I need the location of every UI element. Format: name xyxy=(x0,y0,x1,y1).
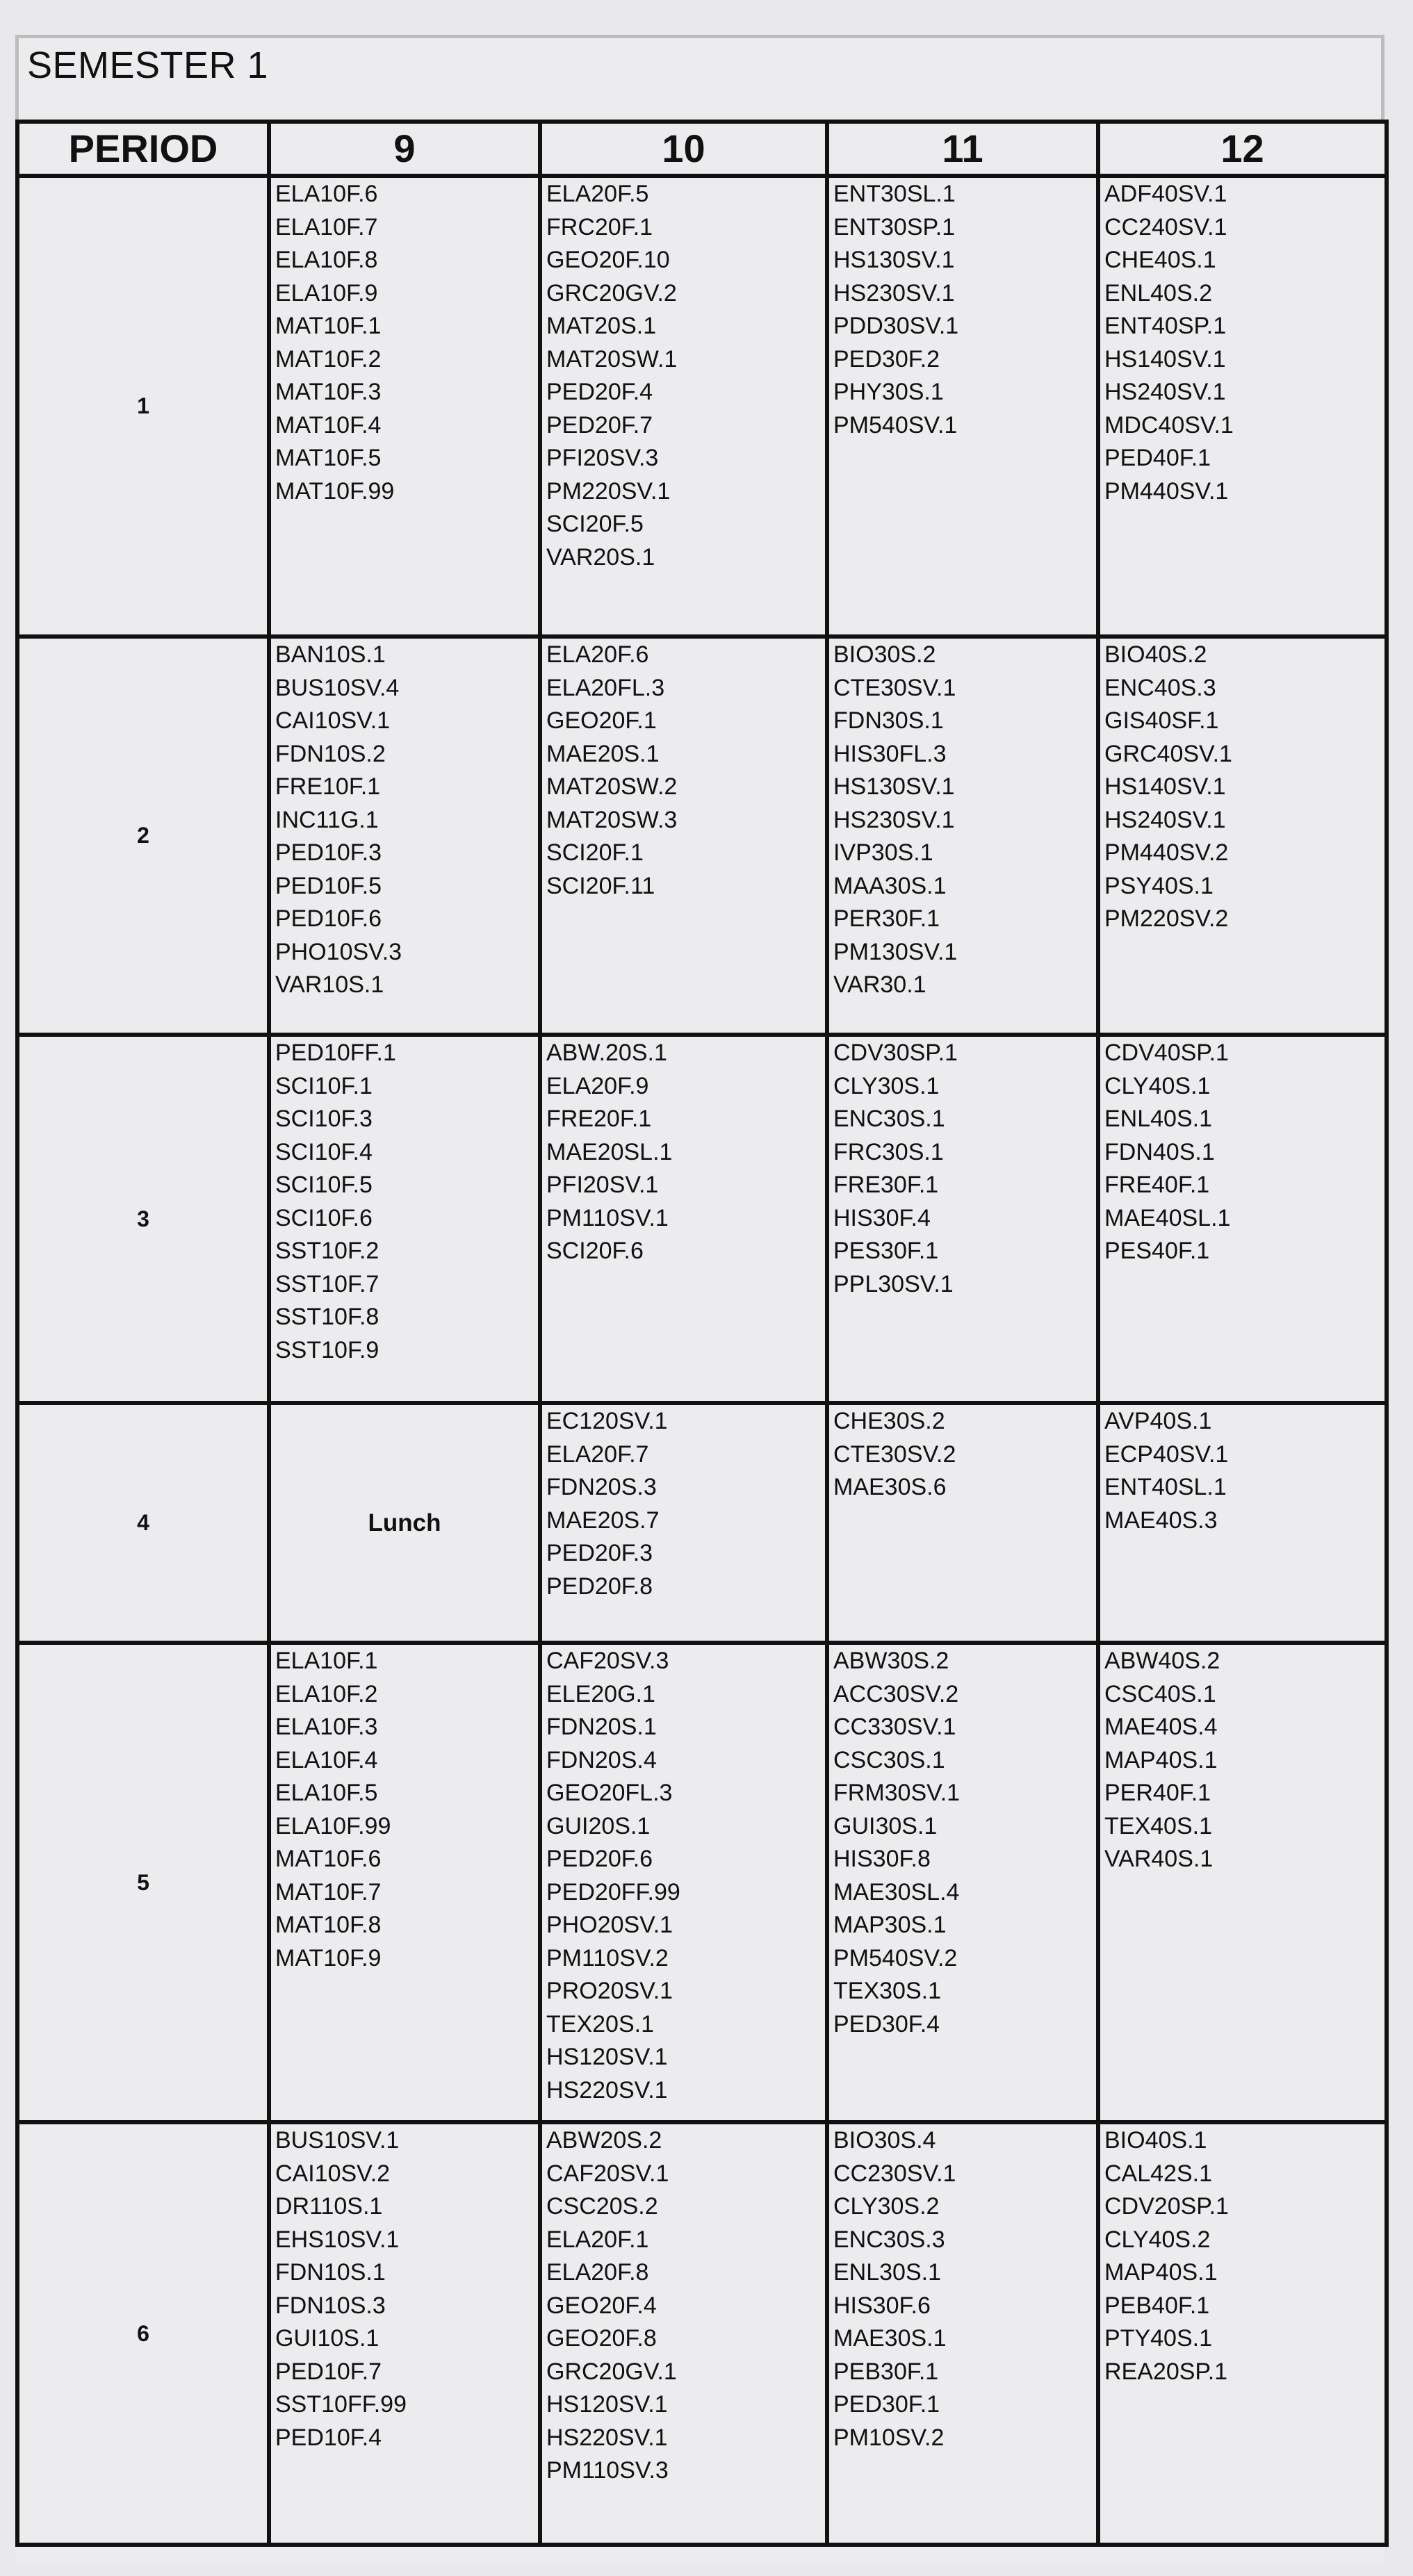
course-code: ELA10F.5 xyxy=(275,1780,378,1806)
course-code: HIS30F.8 xyxy=(833,1846,931,1872)
course-code: SST10FF.99 xyxy=(275,2391,407,2418)
course-code: PED20F.7 xyxy=(546,411,653,438)
course-list xyxy=(542,1405,825,1603)
course-code: MAT10F.5 xyxy=(275,445,382,471)
period-number: 4 xyxy=(17,1403,269,1643)
course-code: MAT10F.3 xyxy=(275,379,382,405)
course-code: MAP30S.1 xyxy=(833,1912,947,1938)
course-code: FRC30S.1 xyxy=(833,1138,944,1165)
course-code: PEB30F.1 xyxy=(833,2358,939,2385)
course-code: ELA20F.1 xyxy=(546,2226,649,2253)
course-code: ELE20G.1 xyxy=(546,1680,655,1707)
course-code: SCI10F.5 xyxy=(275,1172,373,1198)
course-list xyxy=(1100,1037,1385,1268)
course-code: MAE20SL.1 xyxy=(546,1138,673,1165)
course-list xyxy=(829,1037,1096,1301)
course-code: PM110SV.3 xyxy=(546,2457,669,2484)
course-code: SCI20F.11 xyxy=(546,872,655,899)
course-code: PER30F.1 xyxy=(833,905,940,932)
course-code: ABW.20S.1 xyxy=(546,1040,667,1066)
course-code: CDV20SP.1 xyxy=(1104,2193,1229,2220)
course-code: PDD30SV.1 xyxy=(833,313,959,339)
course-code: ABW40S.2 xyxy=(1104,1648,1220,1674)
course-code: PM220SV.2 xyxy=(1104,905,1229,932)
course-code: ECP40SV.1 xyxy=(1104,1441,1229,1468)
course-code: CSC40S.1 xyxy=(1104,1680,1216,1707)
period-number: 3 xyxy=(17,1035,269,1403)
course-code: CAI10SV.2 xyxy=(275,2160,391,2187)
period-row-5 xyxy=(17,1643,1387,2122)
course-code: MAT20SW.3 xyxy=(546,806,678,833)
course-code: BAN10S.1 xyxy=(275,641,386,668)
course-code: MAE40SL.1 xyxy=(1104,1204,1231,1231)
period-row-4 xyxy=(17,1403,1387,1643)
course-code: HS140SV.1 xyxy=(1104,345,1226,372)
cell-grade-12 xyxy=(1098,2122,1387,2545)
header-grade-11: 11 xyxy=(827,122,1098,176)
cell-grade-12 xyxy=(1098,176,1387,637)
course-code: ENT40SL.1 xyxy=(1104,1474,1227,1500)
course-code: GEO20F.4 xyxy=(546,2292,657,2319)
course-code: SCI10F.4 xyxy=(275,1138,373,1165)
header-row xyxy=(17,122,1387,176)
course-code: ELA10F.4 xyxy=(275,1746,378,1773)
course-code: FDN20S.4 xyxy=(546,1746,657,1773)
course-code: HS220SV.1 xyxy=(546,2424,668,2451)
course-code: FDN20S.3 xyxy=(546,1474,657,1500)
course-code: PEB40F.1 xyxy=(1104,2292,1210,2319)
course-code: VAR30.1 xyxy=(833,971,926,998)
course-code: BIO30S.4 xyxy=(833,2127,936,2153)
course-code: CAI10SV.1 xyxy=(275,707,391,734)
course-code: MAP40S.1 xyxy=(1104,2259,1218,2286)
period-number: 6 xyxy=(17,2122,269,2545)
course-code: SCI10F.3 xyxy=(275,1106,373,1132)
course-code: PM540SV.1 xyxy=(833,411,958,438)
course-code: CC240SV.1 xyxy=(1104,213,1227,240)
course-code: MAT10F.7 xyxy=(275,1878,382,1905)
course-code: MAE30S.1 xyxy=(833,2325,947,2352)
course-code: ELA20F.7 xyxy=(546,1441,649,1468)
course-code: CTE30SV.2 xyxy=(833,1441,956,1468)
course-code: MDC40SV.1 xyxy=(1104,411,1234,438)
course-code: FRE40F.1 xyxy=(1104,1172,1210,1198)
course-code: ENC30S.1 xyxy=(833,1106,945,1132)
course-code: CC230SV.1 xyxy=(833,2160,956,2187)
course-code: ELA10F.6 xyxy=(275,181,378,207)
cell-grade-9 xyxy=(269,1035,540,1403)
course-code: HIS30FL.3 xyxy=(833,740,947,767)
course-code: FDN10S.1 xyxy=(275,2259,386,2286)
course-code: CAL42S.1 xyxy=(1104,2160,1212,2187)
course-list xyxy=(829,1405,1096,1504)
course-list xyxy=(829,178,1096,442)
course-code: ABW20S.2 xyxy=(546,2127,662,2153)
period-row-6 xyxy=(17,2122,1387,2545)
course-code: ELA20FL.3 xyxy=(546,674,665,701)
cell-grade-9 xyxy=(269,176,540,637)
course-code: GEO20F.10 xyxy=(546,247,670,273)
course-code: FRE10F.1 xyxy=(275,773,381,800)
course-code: HS240SV.1 xyxy=(1104,806,1226,833)
course-code: PED10F.7 xyxy=(275,2358,382,2385)
course-code: PED40F.1 xyxy=(1104,445,1211,471)
course-code: MAA30S.1 xyxy=(833,872,947,899)
course-code: PM220SV.1 xyxy=(546,477,671,504)
course-code: ELA10F.1 xyxy=(275,1648,378,1674)
course-code: VAR20S.1 xyxy=(546,543,655,571)
course-list xyxy=(1100,1645,1385,1876)
course-list xyxy=(1100,2124,1385,2388)
course-code: CAF20SV.1 xyxy=(546,2160,669,2187)
course-code: FDN10S.2 xyxy=(275,740,386,767)
course-code: ACC30SV.2 xyxy=(833,1680,959,1707)
course-code: ENC30S.3 xyxy=(833,2226,945,2253)
course-code: ELA10F.99 xyxy=(275,1812,391,1839)
course-code: SCI10F.6 xyxy=(275,1204,373,1231)
course-code: PM110SV.2 xyxy=(546,1944,669,1971)
course-code: PHY30S.1 xyxy=(833,379,944,405)
course-list xyxy=(542,2124,825,2488)
course-list xyxy=(829,639,1096,1002)
course-code: ELA10F.2 xyxy=(275,1680,378,1707)
cell-grade-10 xyxy=(540,2122,827,2545)
course-code: ENC40S.3 xyxy=(1104,674,1216,701)
course-code: CLY30S.1 xyxy=(833,1072,940,1099)
course-code: ENT40SP.1 xyxy=(1104,313,1227,339)
course-code: PED20F.3 xyxy=(546,1540,653,1566)
course-code: PED20F.4 xyxy=(546,379,653,405)
course-code: MAT20S.1 xyxy=(546,313,657,339)
course-grid xyxy=(15,120,1389,2547)
course-code: BIO30S.2 xyxy=(833,641,936,668)
cell-grade-11 xyxy=(827,637,1098,1035)
course-code: PED10F.5 xyxy=(275,872,382,899)
course-list xyxy=(829,1645,1096,2041)
cell-grade-11 xyxy=(827,1403,1098,1643)
course-code: EHS10SV.1 xyxy=(275,2226,400,2253)
course-code: HS130SV.1 xyxy=(833,247,955,273)
course-code: ELA10F.8 xyxy=(275,247,378,273)
course-list xyxy=(271,178,538,508)
cell-grade-12 xyxy=(1098,1403,1387,1643)
course-code: ELA20F.6 xyxy=(546,641,649,668)
course-code: MAT10F.4 xyxy=(275,411,382,438)
course-code: PRO20SV.1 xyxy=(546,1978,673,2004)
cell-grade-10 xyxy=(540,637,827,1035)
course-code: HS230SV.1 xyxy=(833,279,955,306)
course-code: SST10F.2 xyxy=(275,1238,379,1264)
course-code: PED30F.2 xyxy=(833,345,940,372)
course-code: PPL30SV.1 xyxy=(833,1270,954,1297)
course-code: MAP40S.1 xyxy=(1104,1746,1218,1773)
course-code: VAR10S.1 xyxy=(275,971,384,998)
course-code: ENL40S.2 xyxy=(1104,279,1212,306)
course-code: FDN10S.3 xyxy=(275,2292,386,2319)
course-code: MAT10F.9 xyxy=(275,1944,382,1971)
course-list xyxy=(271,1645,538,1975)
course-code: PFI20SV.1 xyxy=(546,1172,659,1198)
cell-grade-9 xyxy=(269,2122,540,2545)
course-code: PES40F.1 xyxy=(1104,1238,1210,1264)
course-code: PTY40S.1 xyxy=(1104,2325,1212,2352)
course-code: VAR40S.1 xyxy=(1104,1846,1214,1872)
course-code: AVP40S.1 xyxy=(1104,1408,1212,1434)
course-list xyxy=(271,639,538,1002)
course-code: PM440SV.2 xyxy=(1104,839,1229,866)
course-code: MAT20SW.1 xyxy=(546,345,678,372)
course-code: FRE30F.1 xyxy=(833,1172,939,1198)
course-code: SST10F.8 xyxy=(275,1304,379,1330)
course-list xyxy=(271,1037,538,1367)
course-code: CSC20S.2 xyxy=(546,2193,658,2220)
course-code: MAT10F.6 xyxy=(275,1846,382,1872)
course-code: PM110SV.1 xyxy=(546,1204,669,1231)
course-code: SCI10F.1 xyxy=(275,1072,373,1099)
cell-grade-9 xyxy=(269,1643,540,2122)
period-row-2 xyxy=(17,637,1387,1035)
course-code: GUI30S.1 xyxy=(833,1812,938,1839)
course-code: PED20F.8 xyxy=(546,1573,653,1600)
course-list xyxy=(1100,1405,1385,1537)
course-code: HS230SV.1 xyxy=(833,806,955,833)
course-code: PER40F.1 xyxy=(1104,1780,1211,1806)
course-list xyxy=(1100,639,1385,936)
course-code: SST10F.7 xyxy=(275,1270,379,1297)
course-code: PSY40S.1 xyxy=(1104,872,1214,899)
course-code: MAE20S.7 xyxy=(546,1507,660,1534)
course-code: PED30F.1 xyxy=(833,2391,940,2418)
course-code: CC330SV.1 xyxy=(833,1714,956,1740)
course-code: ENL30S.1 xyxy=(833,2259,941,2286)
course-code: ENT30SL.1 xyxy=(833,181,956,207)
course-code: IVP30S.1 xyxy=(833,839,933,866)
course-list xyxy=(542,1645,825,2107)
cell-grade-12 xyxy=(1098,637,1387,1035)
cell-grade-11 xyxy=(827,2122,1098,2545)
course-code: SCI20F.5 xyxy=(546,511,644,537)
course-code: CSC30S.1 xyxy=(833,1746,945,1773)
course-code: PHO20SV.1 xyxy=(546,1912,673,1938)
course-code: ELA10F.7 xyxy=(275,213,378,240)
course-code: GRC20GV.1 xyxy=(546,2358,677,2385)
course-code: HS130SV.1 xyxy=(833,773,955,800)
course-code: SCI20F.1 xyxy=(546,839,644,866)
course-code: CLY30S.2 xyxy=(833,2193,940,2220)
course-list xyxy=(542,639,825,903)
course-list xyxy=(829,2124,1096,2454)
course-code: ENT30SP.1 xyxy=(833,213,956,240)
course-code: GRC20GV.2 xyxy=(546,279,677,306)
course-code: GEO20F.1 xyxy=(546,707,657,734)
course-code: FDN20S.1 xyxy=(546,1714,657,1740)
course-code: PM440SV.1 xyxy=(1104,477,1229,504)
course-code: MAE40S.4 xyxy=(1104,1714,1218,1740)
course-code: PM540SV.2 xyxy=(833,1944,958,1971)
course-code: ELA10F.3 xyxy=(275,1714,378,1740)
cell-grade-12 xyxy=(1098,1643,1387,2122)
header-period: PERIOD xyxy=(17,122,269,176)
schedule-sheet xyxy=(15,35,1385,2564)
course-code: GIS40SF.1 xyxy=(1104,707,1219,734)
cell-grade-9 xyxy=(269,637,540,1035)
course-code: ELA10F.9 xyxy=(275,279,378,306)
course-code: PED20FF.99 xyxy=(546,1878,680,1905)
course-code: MAT10F.8 xyxy=(275,1912,382,1938)
course-code: PHO10SV.3 xyxy=(275,938,402,965)
course-code: HIS30F.6 xyxy=(833,2292,931,2319)
course-code: HS240SV.1 xyxy=(1104,379,1226,405)
course-code: MAT10F.99 xyxy=(275,477,395,504)
course-code: MAE40S.3 xyxy=(1104,1507,1218,1534)
course-code: GUI10S.1 xyxy=(275,2325,379,2352)
course-code: BIO40S.2 xyxy=(1104,641,1207,668)
course-code: BUS10SV.4 xyxy=(275,674,400,701)
course-code: ELA20F.5 xyxy=(546,181,649,207)
course-code: PFI20SV.3 xyxy=(546,445,659,471)
course-code: GEO20FL.3 xyxy=(546,1780,673,1806)
cell-grade-11 xyxy=(827,176,1098,637)
course-code: CLY40S.2 xyxy=(1104,2226,1211,2253)
course-code: GRC40SV.1 xyxy=(1104,740,1232,767)
course-code: PED10F.3 xyxy=(275,839,382,866)
course-code: CAF20SV.3 xyxy=(546,1648,669,1674)
course-code: GUI20S.1 xyxy=(546,1812,651,1839)
period-row-1 xyxy=(17,176,1387,637)
course-list xyxy=(271,2124,538,2454)
course-code: ELA20F.9 xyxy=(546,1072,649,1099)
course-code: FRE20F.1 xyxy=(546,1106,652,1132)
cell-grade-11 xyxy=(827,1643,1098,2122)
course-code: CLY40S.1 xyxy=(1104,1072,1211,1099)
course-code: PED20F.6 xyxy=(546,1846,653,1872)
course-code: HS140SV.1 xyxy=(1104,773,1226,800)
period-number: 2 xyxy=(17,637,269,1035)
course-code: ADF40SV.1 xyxy=(1104,181,1227,207)
course-code: PED10F.6 xyxy=(275,905,382,932)
course-code: SST10F.9 xyxy=(275,1336,379,1363)
course-code: INC11G.1 xyxy=(275,806,379,833)
course-code: REA20SP.1 xyxy=(1104,2358,1228,2385)
course-code: MAT10F.2 xyxy=(275,345,382,372)
course-code: HIS30F.4 xyxy=(833,1204,931,1231)
cell-grade-10 xyxy=(540,1643,827,2122)
course-code: FRM30SV.1 xyxy=(833,1780,961,1806)
course-code: HS220SV.1 xyxy=(546,2076,668,2103)
course-code: DR110S.1 xyxy=(275,2193,383,2220)
course-code: TEX20S.1 xyxy=(546,2010,654,2037)
course-code: EC120SV.1 xyxy=(546,1408,668,1434)
header-grade-10: 10 xyxy=(540,122,827,176)
course-code: TEX30S.1 xyxy=(833,1978,941,2004)
course-code: MAE30S.6 xyxy=(833,1474,947,1500)
course-code: HS120SV.1 xyxy=(546,2044,668,2070)
header-grade-12: 12 xyxy=(1098,122,1387,176)
course-code: MAE20S.1 xyxy=(546,740,660,767)
header-grade-9: 9 xyxy=(269,122,540,176)
cell-grade-10 xyxy=(540,1035,827,1403)
course-code: FRC20F.1 xyxy=(546,213,653,240)
course-code: BIO40S.1 xyxy=(1104,2127,1207,2153)
course-code: BUS10SV.1 xyxy=(275,2127,400,2153)
course-code: FDN30S.1 xyxy=(833,707,944,734)
course-code: ABW30S.2 xyxy=(833,1648,949,1674)
course-code: SCI20F.6 xyxy=(546,1238,644,1264)
course-code: CDV40SP.1 xyxy=(1104,1040,1229,1066)
course-code: PED10F.4 xyxy=(275,2424,382,2451)
course-code: CHE40S.1 xyxy=(1104,247,1216,273)
course-code: MAT20SW.2 xyxy=(546,773,678,800)
course-code: ENL40S.1 xyxy=(1104,1106,1212,1132)
period-number: 1 xyxy=(17,176,269,637)
course-list xyxy=(1100,178,1385,508)
period-number: 5 xyxy=(17,1643,269,2122)
course-list xyxy=(542,1037,825,1268)
course-code: FDN40S.1 xyxy=(1104,1138,1215,1165)
course-code: PM10SV.2 xyxy=(833,2424,945,2451)
cell-grade-12 xyxy=(1098,1035,1387,1403)
course-code: CDV30SP.1 xyxy=(833,1040,958,1066)
semester-title: SEMESTER 1 xyxy=(27,44,269,86)
course-code: PM130SV.1 xyxy=(833,938,958,965)
course-code: ELA20F.8 xyxy=(546,2259,649,2286)
course-code: PED10FF.1 xyxy=(275,1040,396,1066)
course-code: MAT10F.1 xyxy=(275,313,382,339)
course-code: GEO20F.8 xyxy=(546,2325,657,2352)
course-code: CHE30S.2 xyxy=(833,1408,945,1434)
course-code: TEX40S.1 xyxy=(1104,1812,1212,1839)
cell-grade-10 xyxy=(540,176,827,637)
course-code: PES30F.1 xyxy=(833,1238,939,1264)
course-code: MAE30SL.4 xyxy=(833,1878,960,1905)
course-list xyxy=(542,178,825,574)
cell-grade-11 xyxy=(827,1035,1098,1403)
semester-header xyxy=(15,35,1385,120)
cell-grade-10 xyxy=(540,1403,827,1643)
course-code: PED30F.4 xyxy=(833,2010,940,2037)
course-code: HS120SV.1 xyxy=(546,2391,668,2418)
period-row-3 xyxy=(17,1035,1387,1403)
course-code: CTE30SV.1 xyxy=(833,674,956,701)
lunch-cell: Lunch xyxy=(269,1403,540,1643)
